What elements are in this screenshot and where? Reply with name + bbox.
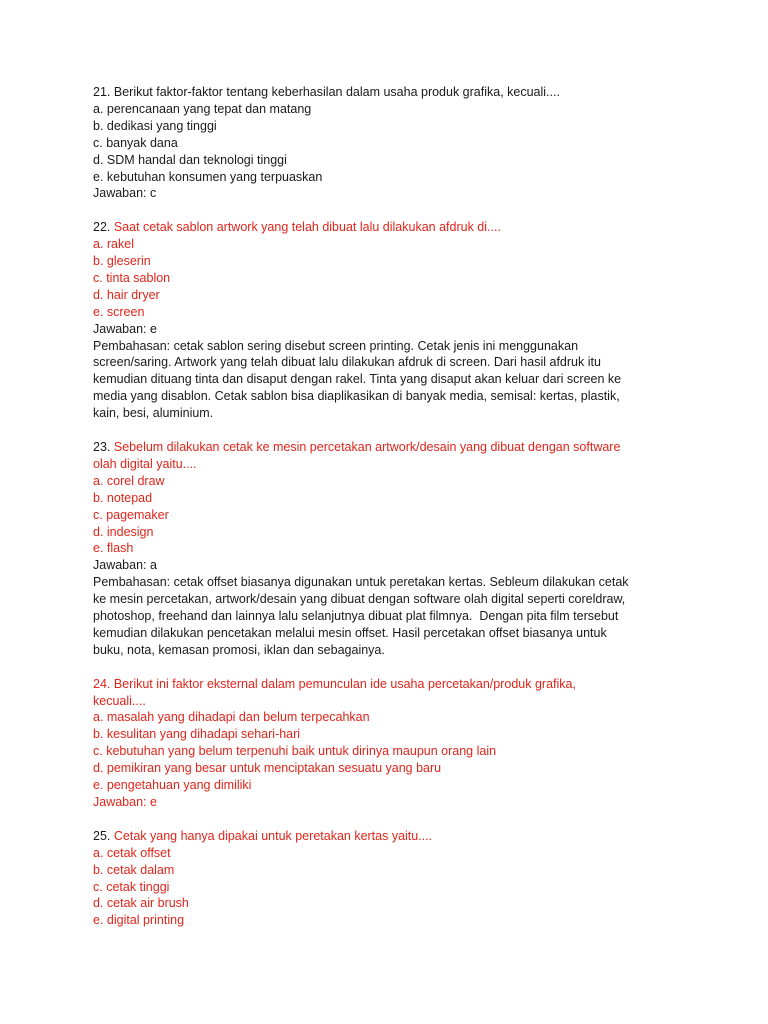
question-stem: Berikut ini faktor eksternal dalam pemunculan ide usaha percetakan/produk grafika, — [113, 676, 576, 691]
question-23 — [93, 439, 693, 659]
question-21 — [93, 84, 693, 202]
explanation-line: media yang disablon. Cetak sablon bisa diaplikasikan di banyak media, semisal: kertas, plastik, — [93, 389, 620, 404]
option-d: d. hair dryer — [93, 287, 160, 302]
option-e: e. pengetahuan yang dimiliki — [93, 778, 252, 793]
question-number: 25. — [93, 828, 111, 843]
option-b: b. kesulitan yang dihadapi sehari-hari — [93, 727, 301, 742]
option-b: b. gleserin — [93, 254, 151, 269]
option-a: a. corel draw — [93, 473, 165, 488]
question-24 — [93, 676, 693, 811]
question-number: 22. — [93, 220, 111, 235]
explanation-line: Pembahasan: cetak offset biasanya digunakan untuk peretakan kertas. Sebleum dilakukan cetak — [93, 575, 629, 590]
question-stem: Cetak yang hanya dipakai untuk peretakan kertas yaitu.... — [113, 828, 433, 843]
option-c: c. cetak tinggi — [93, 879, 170, 894]
explanation-line: buku, nota, kemasan promosi, iklan dan sebagainya. — [93, 642, 385, 657]
option-d: d. SDM handal dan teknologi tinggi — [93, 152, 287, 167]
explanation-line: photoshop, freehand dan lainnya lalu selanjutnya dibuat plat filmnya. Dengan pita film tersebut — [93, 609, 619, 624]
explanation-line: kain, besi, aluminium. — [93, 406, 214, 421]
question-stem: Saat cetak sablon artwork yang telah dibuat lalu dilakukan afdruk di.... — [113, 220, 501, 235]
explanation-line: kemudian dituang tinta dan disaput dengan rakel. Tinta yang disaput akan keluar dari screen ke — [93, 372, 622, 387]
option-a: a. rakel — [93, 237, 134, 252]
question-stem: Sebelum dilakukan cetak ke mesin percetakan artwork/desain yang dibuat dengan software — [113, 440, 621, 454]
option-e: e. kebutuhan konsumen yang terpuaskan — [93, 169, 323, 184]
option-c: c. pagemaker — [93, 507, 169, 522]
question-text — [93, 84, 693, 101]
option-d: d. pemikiran yang besar untuk menciptakan sesuatu yang baru — [93, 761, 442, 776]
option-b: b. cetak dalam — [93, 862, 175, 877]
option-c: c. tinta sablon — [93, 270, 171, 285]
option-a: a. masalah yang dihadapi dan belum terpecahkan — [93, 710, 370, 725]
option-d: d. indesign — [93, 524, 154, 539]
answer: Jawaban: e — [93, 795, 157, 810]
option-b: b. dedikasi yang tinggi — [93, 118, 217, 133]
question-text — [93, 828, 693, 845]
explanation-line: Pembahasan: cetak sablon sering disebut screen printing. Cetak jenis ini menggunakan — [93, 338, 579, 353]
question-number: 24. — [93, 676, 111, 691]
option-a: a. perencanaan yang tepat dan matang — [93, 101, 312, 116]
answer: Jawaban: a — [93, 558, 157, 573]
explanation-line: ke mesin percetakan, artwork/desain yang dibuat dengan software olah digital seperti coreldraw, — [93, 592, 626, 607]
explanation-line: kemudian dilakukan pencetakan melalui mesin offset. Hasil percetakan offset biasanya untuk — [93, 625, 607, 640]
question-number: 21. — [93, 85, 111, 99]
option-a: a. cetak offset — [93, 845, 171, 860]
answer: Jawaban: e — [93, 321, 157, 336]
question-stem: Berikut faktor-faktor tentang keberhasilan dalam usaha produk grafika, kecuali.... — [113, 85, 560, 99]
option-e: e. digital printing — [93, 913, 185, 928]
option-e: e. flash — [93, 541, 134, 556]
question-stem-continued: olah digital yaitu.... — [93, 456, 197, 471]
question-25 — [93, 828, 693, 929]
question-text — [93, 676, 693, 693]
option-b: b. notepad — [93, 490, 153, 505]
explanation-line: screen/saring. Artwork yang telah dibuat lalu dilakukan afdruk di screen. Dari hasil afdruk itu — [93, 355, 601, 370]
answer: Jawaban: c — [93, 186, 157, 201]
question-number: 23. — [93, 440, 111, 454]
option-c: c. banyak dana — [93, 135, 178, 150]
question-stem-continued: kecuali.... — [93, 693, 146, 708]
question-text — [93, 439, 693, 456]
document-page — [93, 84, 693, 946]
option-d: d. cetak air brush — [93, 896, 189, 911]
option-e: e. screen — [93, 304, 145, 319]
question-text — [93, 219, 693, 236]
option-c: c. kebutuhan yang belum terpenuhi baik untuk dirinya maupun orang lain — [93, 744, 497, 759]
question-22 — [93, 219, 693, 422]
